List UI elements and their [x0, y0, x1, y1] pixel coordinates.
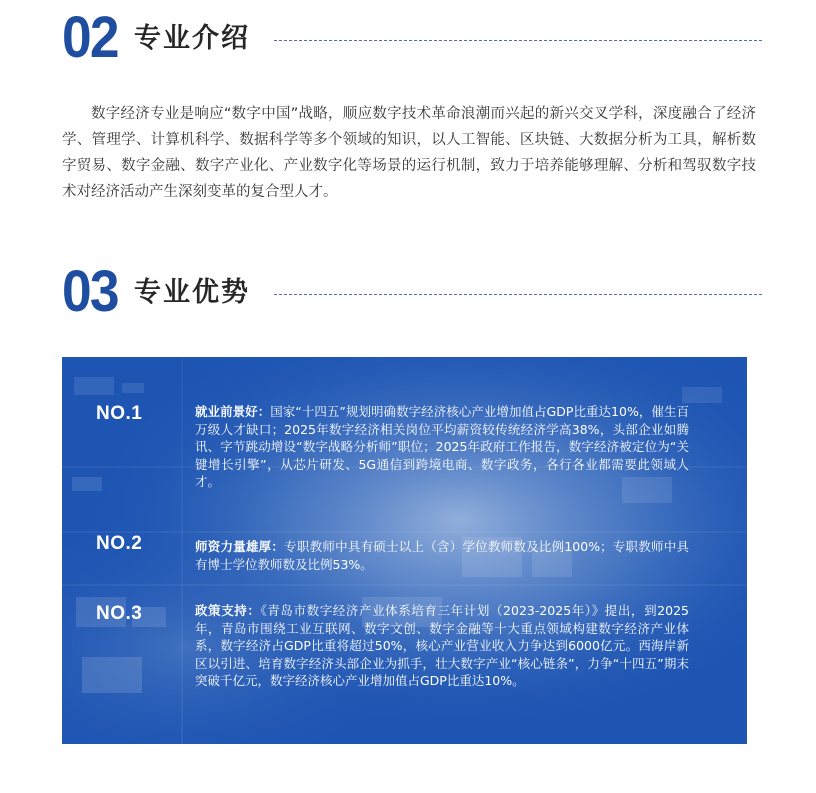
advantage-label-2: NO.2: [96, 533, 143, 554]
advantage-body: 专职教师中具有硕士以上（含）学位教师数及比例100%；专职教师中具有博士学位教师数及比例53%。: [195, 539, 689, 572]
section-header-intro: [62, 5, 762, 70]
advantage-label-1: NO.1: [96, 403, 143, 424]
advantage-heading: 政策支持：: [195, 603, 261, 618]
section-number: 03: [62, 259, 118, 324]
advantage-text-3: [195, 602, 689, 690]
advantage-heading: 师资力量雄厚：: [195, 539, 285, 554]
advantage-text-1: [195, 403, 689, 491]
advantage-body: 《青岛市数字经济产业体系培育三年计划（2023-2025年）》提出，到2025年，青岛市围绕工业互联网、数字文创、数字金融等十大重点领域构建数字经济产业体系，数字经济占GDP比重将超过50%，核心产业营业收入力争达到6000亿元。西海岸新区以引进、培育数字经济头部企业为抓手，壮大数字产业“核心链条”，力争“十四五”期末突破千亿元，数字经济核心产业增加值占GDP比重达10%。: [195, 603, 689, 688]
advantage-label-3: NO.3: [96, 603, 143, 624]
section-title: 专业优势: [134, 277, 250, 308]
dashed-divider: [274, 40, 762, 41]
advantage-body: 国家“十四五”规划明确数字经济核心产业增加值占GDP比重达10%，催生百万级人才缺口；2025年数字经济相关岗位平均薪资较传统经济学高38%，头部企业如腾讯、字节跳动增设“数字战略分析师”职位；2025年政府工作报告，数字经济被定位为“关键增长引擎”，从芯片研发、5G通信到跨境电商、数字政务，各行各业都需要此领域人才。: [195, 404, 689, 489]
advantage-heading: 就业前景好：: [195, 404, 271, 419]
dashed-divider: [274, 294, 762, 295]
section-title: 专业介绍: [134, 23, 250, 54]
intro-paragraph: 数字经济专业是响应“数字中国”战略，顺应数字技术革命浪潮而兴起的新兴交叉学科，深度融合了经济学、管理学、计算机科学、数据科学等多个领域的知识，以人工智能、区块链、大数据分析为工具，解析数字贸易、数字金融、数字产业化、产业数字化等场景的运行机制，致力于培养能够理解、分析和驾驭数字技术对经济活动产生深刻变革的复合型人才。: [62, 106, 756, 200]
advantages-panel: [62, 357, 747, 744]
section-header-advantages: [62, 259, 762, 324]
section-number: 02: [62, 5, 118, 70]
advantage-text-2: [195, 538, 689, 573]
